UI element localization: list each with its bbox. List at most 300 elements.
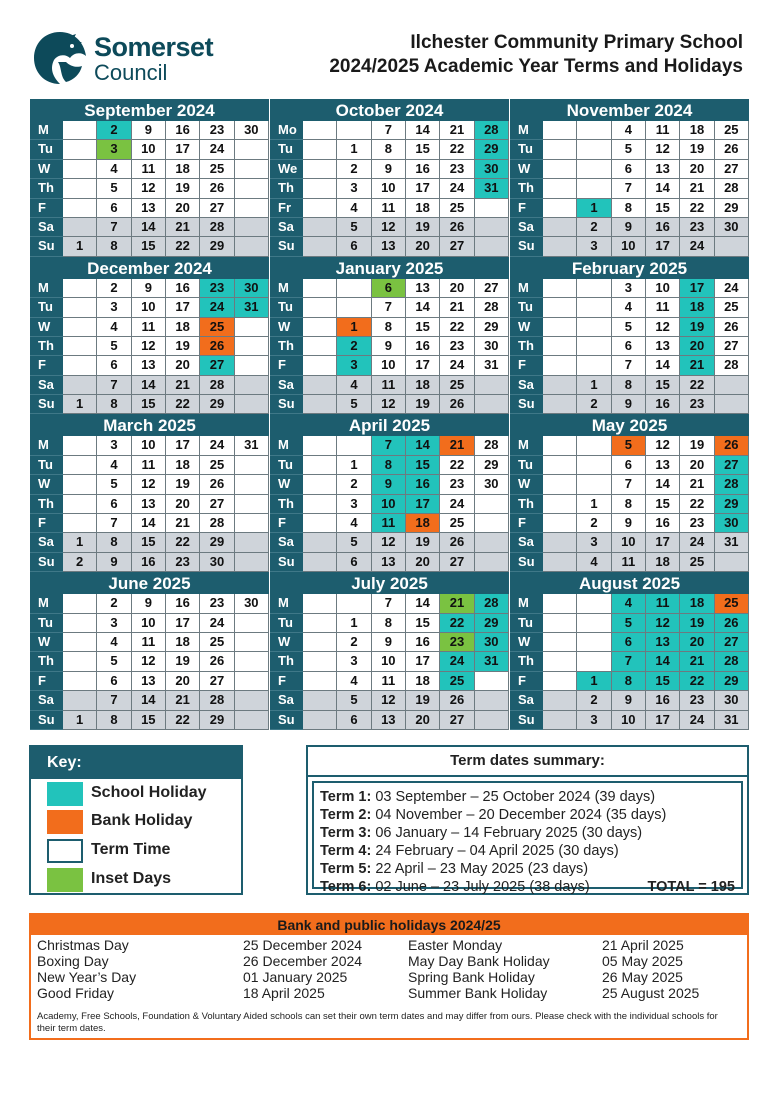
- week-day-row: [270, 633, 509, 652]
- date-cell: 16: [166, 279, 200, 298]
- date-cell: [235, 237, 269, 256]
- date-cell: 11: [132, 456, 166, 475]
- date-cell: 23: [680, 514, 714, 533]
- date-cell: 18: [646, 553, 680, 572]
- date-cell: 24: [440, 495, 474, 514]
- week-day-row: [510, 279, 749, 298]
- date-cell: 2: [97, 279, 131, 298]
- week-day-row: [270, 218, 509, 237]
- week-day-row: [270, 672, 509, 691]
- date-cell: [63, 672, 97, 691]
- month-calendar: [29, 572, 269, 730]
- date-cell: 4: [337, 376, 371, 395]
- date-cell: 27: [715, 633, 749, 652]
- date-cell: 22: [680, 199, 714, 218]
- date-cell: 11: [646, 121, 680, 140]
- date-cell: [577, 356, 611, 375]
- key-swatch-inset-days: [47, 868, 83, 892]
- date-cell: 28: [200, 218, 234, 237]
- date-cell: 17: [406, 179, 440, 198]
- date-cell: 9: [612, 218, 646, 237]
- date-cell: [303, 337, 337, 356]
- date-cell: [303, 121, 337, 140]
- date-cell: 30: [235, 594, 269, 613]
- date-cell: [543, 140, 577, 159]
- date-cell: 22: [166, 711, 200, 730]
- week-day-row: [30, 121, 269, 140]
- week-day-row: [510, 495, 749, 514]
- month-title: January 2025: [270, 257, 509, 279]
- holiday-name: Spring Bank Holiday: [408, 969, 535, 985]
- date-cell: 2: [337, 337, 371, 356]
- week-day-row: [510, 337, 749, 356]
- day-label: Tu: [30, 298, 63, 317]
- date-cell: [543, 179, 577, 198]
- date-cell: 5: [337, 395, 371, 414]
- date-cell: 16: [406, 160, 440, 179]
- week-day-row: [30, 395, 269, 414]
- key-title: Key:: [31, 747, 241, 779]
- date-cell: 15: [406, 614, 440, 633]
- date-cell: [577, 652, 611, 671]
- key-label: Bank Holiday: [91, 812, 193, 829]
- date-cell: 3: [577, 533, 611, 552]
- month-calendar: [269, 414, 509, 572]
- date-cell: 21: [680, 652, 714, 671]
- date-cell: 17: [166, 436, 200, 455]
- day-label: Th: [510, 337, 543, 356]
- date-cell: [543, 436, 577, 455]
- date-cell: 20: [166, 495, 200, 514]
- week-day-row: [270, 594, 509, 613]
- date-cell: 27: [200, 356, 234, 375]
- date-cell: 2: [97, 594, 131, 613]
- week-day-row: [510, 652, 749, 671]
- date-cell: 11: [372, 672, 406, 691]
- date-cell: 10: [372, 495, 406, 514]
- date-cell: 4: [97, 160, 131, 179]
- date-cell: 22: [680, 376, 714, 395]
- date-cell: 4: [97, 633, 131, 652]
- date-cell: [577, 475, 611, 494]
- date-cell: 7: [612, 356, 646, 375]
- week-day-row: [510, 218, 749, 237]
- date-cell: 19: [406, 218, 440, 237]
- day-label: Tu: [510, 140, 543, 159]
- week-day-row: [270, 376, 509, 395]
- date-cell: [63, 318, 97, 337]
- date-cell: 25: [440, 672, 474, 691]
- date-cell: 27: [200, 199, 234, 218]
- date-cell: [303, 652, 337, 671]
- holiday-name: Boxing Day: [37, 953, 109, 969]
- date-cell: 23: [680, 691, 714, 710]
- week-day-row: [30, 376, 269, 395]
- date-cell: 9: [132, 279, 166, 298]
- day-label: M: [510, 121, 543, 140]
- day-label: Su: [30, 395, 63, 414]
- date-cell: [303, 376, 337, 395]
- day-label: Tu: [30, 140, 63, 159]
- date-cell: [337, 436, 371, 455]
- date-cell: [543, 218, 577, 237]
- date-cell: 22: [680, 495, 714, 514]
- week-day-row: [30, 594, 269, 613]
- date-cell: [63, 691, 97, 710]
- date-cell: 22: [440, 140, 474, 159]
- date-cell: 8: [97, 237, 131, 256]
- date-cell: 3: [612, 279, 646, 298]
- week-day-row: [510, 614, 749, 633]
- date-cell: 13: [646, 633, 680, 652]
- date-cell: 3: [97, 140, 131, 159]
- date-cell: [577, 298, 611, 317]
- months-container: [29, 99, 749, 730]
- date-cell: 19: [166, 179, 200, 198]
- date-cell: [63, 376, 97, 395]
- date-cell: 19: [680, 318, 714, 337]
- date-cell: 9: [132, 594, 166, 613]
- date-cell: [63, 121, 97, 140]
- date-cell: 19: [406, 691, 440, 710]
- date-cell: 14: [132, 218, 166, 237]
- date-cell: [475, 199, 509, 218]
- date-cell: 16: [646, 218, 680, 237]
- date-cell: 17: [406, 652, 440, 671]
- date-cell: 9: [612, 691, 646, 710]
- date-cell: [235, 475, 269, 494]
- date-cell: 1: [337, 456, 371, 475]
- date-cell: 27: [440, 711, 474, 730]
- date-cell: 20: [440, 279, 474, 298]
- day-label: Tu: [270, 614, 303, 633]
- date-cell: 9: [372, 337, 406, 356]
- date-cell: 3: [577, 237, 611, 256]
- date-cell: 3: [337, 652, 371, 671]
- date-cell: 27: [200, 495, 234, 514]
- week-day-row: [30, 279, 269, 298]
- date-cell: 7: [372, 594, 406, 613]
- month-calendar: [269, 99, 509, 257]
- date-cell: 24: [715, 279, 749, 298]
- week-day-row: [30, 456, 269, 475]
- date-cell: 24: [200, 140, 234, 159]
- date-cell: [63, 179, 97, 198]
- week-day-row: [510, 318, 749, 337]
- date-cell: 21: [680, 356, 714, 375]
- date-cell: [543, 633, 577, 652]
- date-cell: 10: [646, 279, 680, 298]
- week-day-row: [270, 614, 509, 633]
- date-cell: [577, 436, 611, 455]
- date-cell: [235, 199, 269, 218]
- day-label: M: [30, 121, 63, 140]
- week-day-row: [270, 298, 509, 317]
- logo-text-council: Council: [94, 60, 168, 85]
- month-calendar: [509, 99, 749, 257]
- date-cell: 4: [612, 121, 646, 140]
- date-cell: [577, 337, 611, 356]
- date-cell: [303, 475, 337, 494]
- date-cell: [577, 594, 611, 613]
- date-cell: [63, 514, 97, 533]
- date-cell: 1: [337, 140, 371, 159]
- week-day-row: [30, 475, 269, 494]
- holiday-date: 25 August 2025: [602, 985, 700, 1001]
- date-cell: [577, 456, 611, 475]
- date-cell: 29: [200, 533, 234, 552]
- date-cell: 5: [337, 218, 371, 237]
- date-cell: [543, 672, 577, 691]
- date-cell: [715, 395, 749, 414]
- date-cell: 1: [577, 495, 611, 514]
- day-label: Sa: [510, 533, 543, 552]
- date-cell: 10: [372, 179, 406, 198]
- date-cell: 19: [166, 652, 200, 671]
- day-label: Su: [510, 395, 543, 414]
- date-cell: 13: [132, 356, 166, 375]
- date-cell: [235, 711, 269, 730]
- date-cell: 21: [680, 475, 714, 494]
- week-day-row: [510, 179, 749, 198]
- date-cell: 17: [646, 711, 680, 730]
- date-cell: [475, 218, 509, 237]
- week-day-row: [270, 199, 509, 218]
- date-cell: 16: [406, 337, 440, 356]
- date-cell: [63, 475, 97, 494]
- date-cell: 2: [577, 514, 611, 533]
- date-cell: 7: [97, 218, 131, 237]
- date-cell: 10: [372, 356, 406, 375]
- date-cell: [235, 514, 269, 533]
- date-cell: [543, 514, 577, 533]
- date-cell: 6: [337, 237, 371, 256]
- date-cell: 31: [715, 533, 749, 552]
- date-cell: [715, 237, 749, 256]
- date-cell: 29: [475, 614, 509, 633]
- date-cell: 23: [680, 218, 714, 237]
- date-cell: 28: [715, 356, 749, 375]
- day-label: Tu: [270, 298, 303, 317]
- date-cell: [475, 691, 509, 710]
- day-label: F: [30, 672, 63, 691]
- day-label: Tu: [510, 298, 543, 317]
- day-label: Su: [510, 553, 543, 572]
- day-label: W: [30, 633, 63, 652]
- date-cell: 5: [97, 652, 131, 671]
- month-calendar: [269, 572, 509, 730]
- date-cell: [543, 337, 577, 356]
- day-label: F: [510, 514, 543, 533]
- date-cell: 24: [200, 436, 234, 455]
- term-line: Term 4: 24 February – 04 April 2025 (30 days): [320, 843, 619, 859]
- week-day-row: [510, 121, 749, 140]
- date-cell: 29: [715, 672, 749, 691]
- date-cell: 15: [132, 711, 166, 730]
- holiday-date: 26 May 2025: [602, 969, 683, 985]
- week-day-row: [510, 475, 749, 494]
- date-cell: [63, 218, 97, 237]
- page-title: 2024/2025 Academic Year Terms and Holidays: [329, 56, 743, 77]
- day-label: Tu: [510, 614, 543, 633]
- day-label: M: [270, 594, 303, 613]
- date-cell: 20: [166, 199, 200, 218]
- date-cell: 13: [132, 495, 166, 514]
- date-cell: [303, 318, 337, 337]
- bank-holidays-box: [29, 913, 749, 1040]
- date-cell: 24: [440, 179, 474, 198]
- date-cell: 9: [612, 514, 646, 533]
- date-cell: 10: [612, 237, 646, 256]
- date-cell: 2: [97, 121, 131, 140]
- key-box: [29, 745, 243, 895]
- date-cell: 15: [646, 495, 680, 514]
- day-label: Tu: [30, 456, 63, 475]
- date-cell: [337, 298, 371, 317]
- date-cell: [63, 279, 97, 298]
- month-title: May 2025: [510, 414, 749, 436]
- date-cell: 26: [440, 395, 474, 414]
- date-cell: 16: [406, 475, 440, 494]
- date-cell: [337, 279, 371, 298]
- date-cell: 13: [646, 337, 680, 356]
- date-cell: 7: [612, 179, 646, 198]
- date-cell: 14: [646, 179, 680, 198]
- date-cell: [543, 279, 577, 298]
- day-label: Su: [270, 395, 303, 414]
- week-day-row: [270, 395, 509, 414]
- day-label: M: [270, 279, 303, 298]
- date-cell: [235, 553, 269, 572]
- date-cell: [543, 199, 577, 218]
- day-label: F: [270, 672, 303, 691]
- date-cell: 26: [440, 533, 474, 552]
- date-cell: 25: [200, 633, 234, 652]
- day-label: We: [270, 160, 303, 179]
- date-cell: 14: [406, 121, 440, 140]
- page-header: [0, 0, 779, 96]
- holiday-date: 21 April 2025: [602, 937, 684, 953]
- date-cell: [303, 179, 337, 198]
- date-cell: 27: [475, 279, 509, 298]
- week-day-row: [30, 436, 269, 455]
- date-cell: 14: [406, 298, 440, 317]
- day-label: M: [30, 594, 63, 613]
- date-cell: [235, 140, 269, 159]
- date-cell: 10: [132, 436, 166, 455]
- date-cell: 13: [132, 199, 166, 218]
- date-cell: 1: [577, 376, 611, 395]
- date-cell: [543, 594, 577, 613]
- date-cell: [63, 495, 97, 514]
- date-cell: 8: [612, 495, 646, 514]
- date-cell: [303, 514, 337, 533]
- date-cell: 1: [63, 533, 97, 552]
- date-cell: [303, 140, 337, 159]
- key-swatch-term-time: [47, 839, 83, 863]
- date-cell: [543, 395, 577, 414]
- week-day-row: [510, 376, 749, 395]
- day-label: Su: [30, 237, 63, 256]
- date-cell: [235, 614, 269, 633]
- day-label: W: [510, 475, 543, 494]
- date-cell: [577, 160, 611, 179]
- week-day-row: [30, 337, 269, 356]
- date-cell: [475, 237, 509, 256]
- date-cell: 17: [646, 533, 680, 552]
- month-calendar: [509, 257, 749, 415]
- date-cell: 30: [475, 160, 509, 179]
- date-cell: 28: [475, 121, 509, 140]
- day-label: M: [30, 279, 63, 298]
- date-cell: 6: [612, 337, 646, 356]
- date-cell: 19: [406, 395, 440, 414]
- date-cell: 20: [680, 633, 714, 652]
- date-cell: 8: [372, 456, 406, 475]
- day-label: Tu: [30, 614, 63, 633]
- date-cell: [303, 395, 337, 414]
- school-name: Ilchester Community Primary School: [410, 32, 743, 53]
- date-cell: 10: [132, 298, 166, 317]
- date-cell: 17: [406, 356, 440, 375]
- date-cell: 21: [680, 179, 714, 198]
- date-cell: 28: [200, 691, 234, 710]
- day-label: Su: [30, 711, 63, 730]
- date-cell: 27: [440, 237, 474, 256]
- week-day-row: [510, 691, 749, 710]
- date-cell: [303, 456, 337, 475]
- date-cell: 12: [372, 533, 406, 552]
- month-calendar: [509, 572, 749, 730]
- date-cell: 10: [372, 652, 406, 671]
- date-cell: 15: [132, 237, 166, 256]
- date-cell: 12: [132, 475, 166, 494]
- date-cell: 18: [406, 672, 440, 691]
- date-cell: 5: [97, 337, 131, 356]
- week-day-row: [270, 533, 509, 552]
- week-day-row: [30, 672, 269, 691]
- date-cell: 31: [475, 179, 509, 198]
- month-calendar: [509, 414, 749, 572]
- date-cell: [235, 672, 269, 691]
- date-cell: 21: [166, 514, 200, 533]
- week-day-row: [510, 711, 749, 730]
- date-cell: [303, 436, 337, 455]
- month-title: February 2025: [510, 257, 749, 279]
- date-cell: [475, 533, 509, 552]
- date-cell: [543, 121, 577, 140]
- week-day-row: [270, 711, 509, 730]
- date-cell: [577, 179, 611, 198]
- date-cell: [63, 356, 97, 375]
- date-cell: [63, 456, 97, 475]
- date-cell: 16: [646, 514, 680, 533]
- date-cell: [543, 298, 577, 317]
- date-cell: 15: [132, 395, 166, 414]
- week-day-row: [30, 533, 269, 552]
- holiday-name: Good Friday: [37, 985, 115, 1001]
- date-cell: [303, 356, 337, 375]
- date-cell: 4: [337, 514, 371, 533]
- date-cell: 7: [612, 652, 646, 671]
- date-cell: 15: [406, 456, 440, 475]
- date-cell: [475, 672, 509, 691]
- day-label: Th: [30, 495, 63, 514]
- date-cell: 6: [337, 553, 371, 572]
- week-day-row: [30, 140, 269, 159]
- date-cell: 25: [200, 318, 234, 337]
- date-cell: 27: [715, 337, 749, 356]
